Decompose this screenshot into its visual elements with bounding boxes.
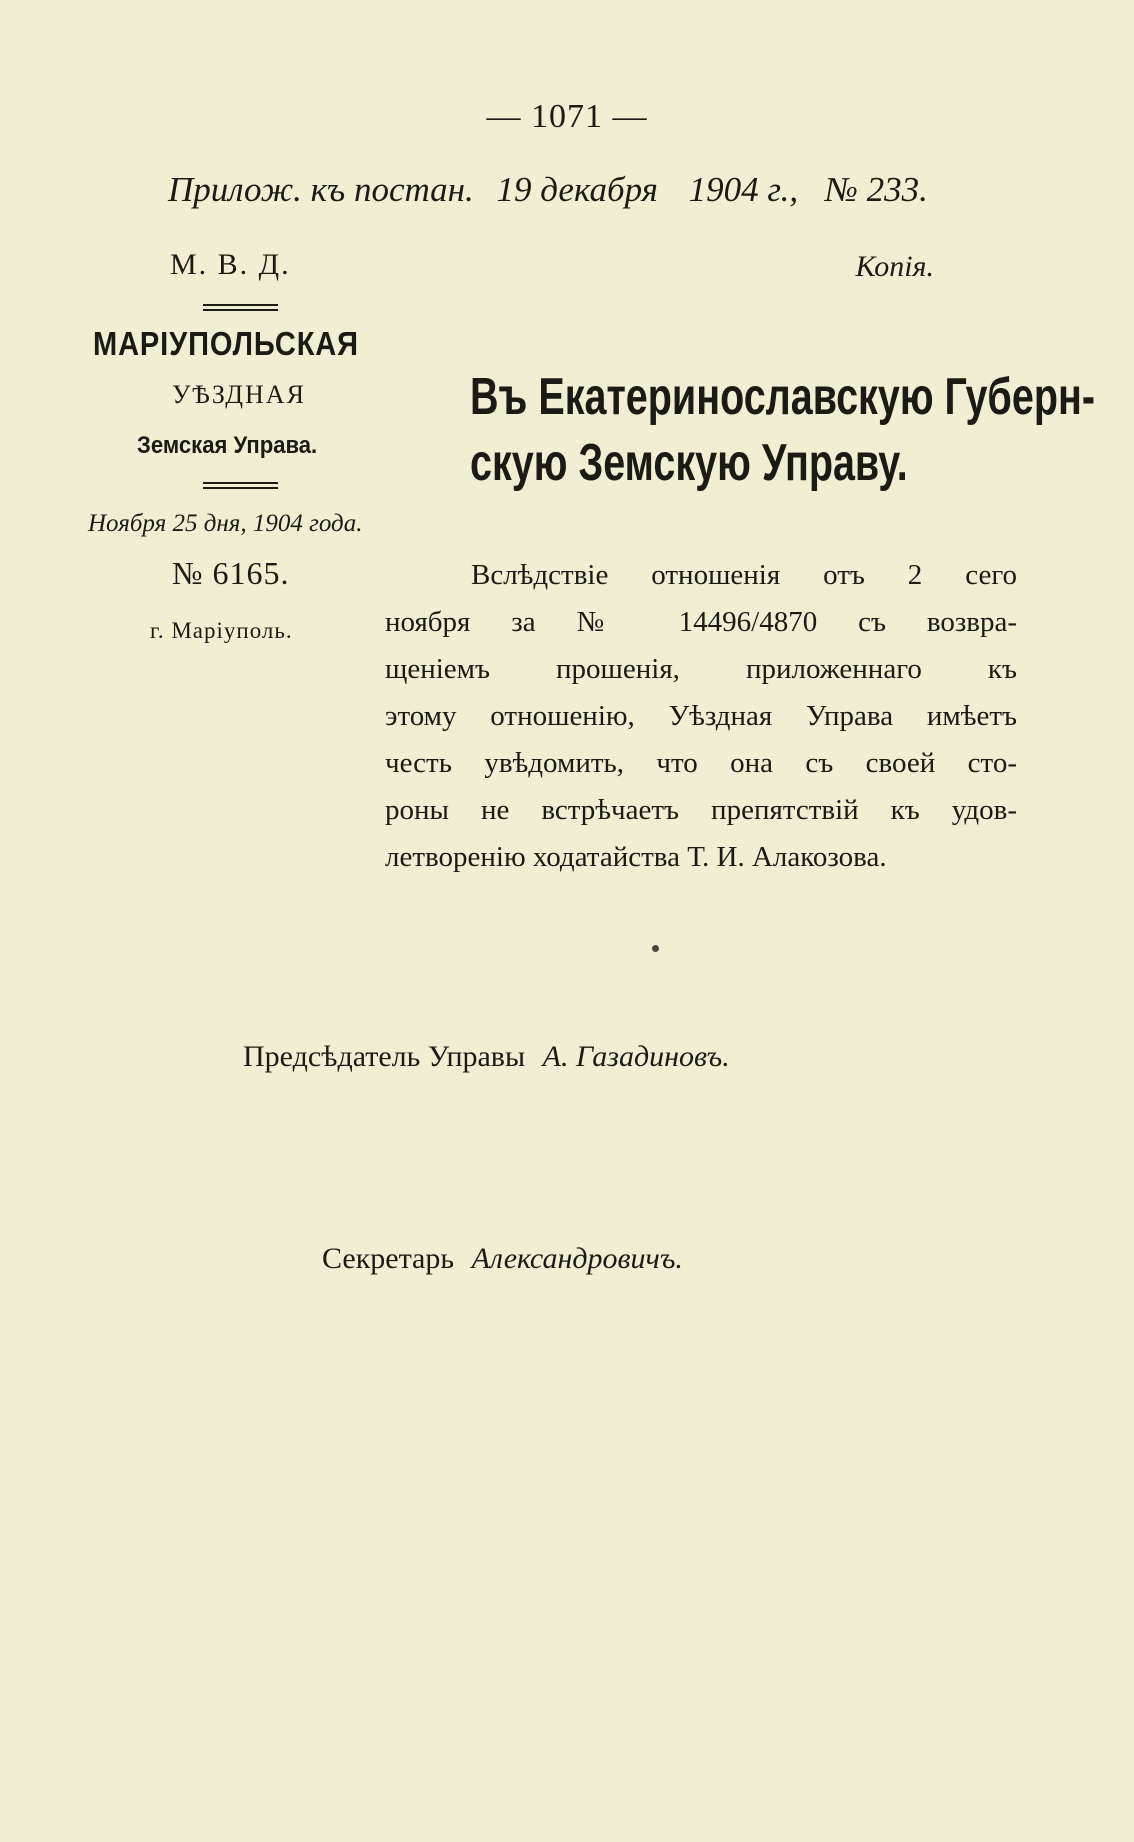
letter-body [385, 552, 1017, 881]
body-line: этому отношенію, Уѣздная Управа имѣетъ [385, 700, 1017, 732]
addressee-line: скую Земскую Управу. [470, 434, 908, 492]
document-number: № 6165. [172, 555, 290, 591]
sender-district: УѢЗДНАЯ [172, 380, 306, 409]
body-line: Вслѣдствіе отношенія отъ 2 сего [471, 559, 1017, 591]
addressee-line: Въ Екатеринославскую Губерн- [470, 368, 1095, 426]
appendix-reference [168, 170, 928, 210]
body-line: ноября за № 14496/4870 съ возвра- [385, 606, 1017, 638]
chairman-signature [243, 1040, 730, 1074]
sender-name: МАРІУПОЛЬСКАЯ [93, 325, 359, 362]
body-line: честь увѣдомить, что она съ своей сто- [385, 747, 1017, 779]
double-rule-top [203, 304, 278, 311]
body-line: летворенію ходатайства Т. И. Алакозова. [385, 841, 887, 873]
chairman-title: Предсѣдатель Управы [243, 1040, 526, 1073]
secretary-title: Секретарь [322, 1242, 455, 1275]
secretary-name: Александровичъ. [471, 1242, 683, 1275]
secretary-signature [322, 1242, 683, 1276]
appendix-year: 1904 г., [688, 170, 799, 209]
addressee [470, 364, 1095, 496]
body-line: щеніемъ прошенія, приложеннаго къ [385, 653, 1017, 685]
chairman-name: А. Газадиновъ. [542, 1040, 730, 1073]
document-date: Ноября 25 дня, 1904 года. [88, 510, 363, 537]
appendix-number: № 233. [824, 170, 928, 209]
double-rule-bottom [203, 482, 278, 489]
copy-note: Копія. [855, 250, 934, 283]
appendix-prefix: Прилож. къ постан. [168, 170, 474, 209]
page-number: — 1071 — [486, 98, 648, 135]
document-place: г. Маріуполь. [150, 618, 293, 643]
ministry-abbreviation: М. В. Д. [170, 248, 291, 281]
appendix-date: 19 декабря [496, 170, 658, 209]
sender-board: Земская Управа. [137, 432, 318, 459]
body-line: роны не встрѣчаетъ препятствій къ удов- [385, 794, 1017, 826]
ink-dot [652, 945, 659, 952]
